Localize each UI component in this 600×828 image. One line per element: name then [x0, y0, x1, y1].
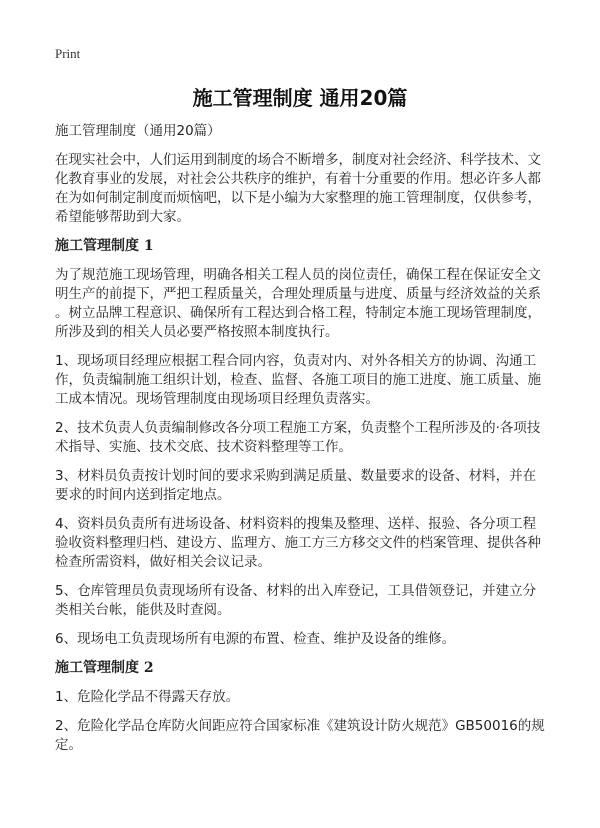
text-line: 验收资料整理归档、建设方、监理方、施工方三方移交文件的档案管理、提供各种	[55, 535, 541, 551]
text-line: 在为如何制定制度而烦恼吧，以下是小编为大家整理的施工管理制度，仅供参考，	[55, 190, 541, 206]
subtitle: 施工管理制度（通用20篇）	[55, 123, 221, 139]
text-line: 1、现场项目经理应根据工程合同内容，负责对内、对外各相关方的协调、沟通工	[55, 353, 537, 369]
text-line: 明生产的前提下，严把工程质量关，合理处理质量与进度、质量与经济效益的关系	[55, 286, 541, 302]
print-link[interactable]: Print	[55, 46, 81, 61]
text-line: 定。	[55, 737, 82, 753]
page-title: 施工管理制度 通用20篇	[192, 86, 408, 110]
text-line: 要求的时间内送到指定地点。	[55, 487, 231, 503]
paragraph	[55, 688, 545, 707]
section-heading-2: 施工管理制度 2	[55, 660, 154, 676]
paragraph	[55, 582, 545, 620]
section-1	[55, 266, 545, 649]
text-line: 希望能够帮助到大家。	[55, 209, 190, 225]
paragraph	[55, 515, 545, 572]
text-line: 1、危险化学品不得露天存放。	[55, 689, 240, 705]
text-line: 所涉及到的相关人员必要严格按照本制度执行。	[55, 324, 339, 340]
text-line: 3、材料员负责按计划时间的要求采购到满足质量、数量要求的设备、材料，并在	[55, 468, 537, 484]
paragraph	[55, 717, 545, 755]
text-line: 作，负责编制施工组织计划，检查、监督、各施工项目的施工进度、施工质量、施	[55, 372, 541, 388]
text-line: 化教育事业的发展，对社会公共秩序的维护，有着十分重要的作用。想必许多人都	[55, 171, 541, 187]
text-line: 4、资料员负责所有进场设备、材料资料的搜集及整理、送样、报验、各分项工程	[55, 516, 537, 532]
paragraph	[55, 352, 545, 409]
section-heading-1: 施工管理制度 1	[55, 238, 154, 254]
text-line: 为了规范施工现场管理，明确各相关工程人员的岗位责任，确保工程在保证安全文	[55, 267, 541, 283]
text-line: 5、仓库管理员负责现场所有设备、材料的出入库登记，工具借领登记，并建立分	[55, 583, 537, 599]
paragraph	[55, 467, 545, 505]
text-line: 。树立品牌工程意识、确保所有工程达到合格工程，特制定本施工现场管理制度，	[55, 305, 541, 321]
text-line: 2、技术负责人负责编制修改各分项工程施工方案，负责整个工程所涉及的·各项技	[55, 420, 541, 436]
paragraph	[55, 630, 545, 649]
text-line: 类相关台帐，能供及时查阅。	[55, 602, 231, 618]
paragraph	[55, 419, 545, 457]
text-line: 检查所需资料，做好相关会议记录。	[55, 554, 271, 570]
text-line: 6、现场电工负责现场所有电源的布置、检查、维护及设备的维修。	[55, 631, 456, 647]
text-line: 2、危险化学品仓库防火间距应符合国家标准《建筑设计防火规范》GB50016的规	[55, 718, 545, 734]
paragraph	[55, 266, 545, 342]
text-line: 工成本情况。现场管理制度由现场项目经理负责落实。	[55, 391, 379, 407]
text-line: 术指导、实施、技术交底、技术资料整理等工作。	[55, 439, 352, 455]
text-line: 在现实社会中，人们运用到制度的场合不断增多，制度对社会经济、科学技术、文	[55, 152, 541, 168]
section-2	[55, 688, 545, 755]
document-body	[55, 122, 545, 765]
intro-paragraph	[55, 151, 545, 227]
